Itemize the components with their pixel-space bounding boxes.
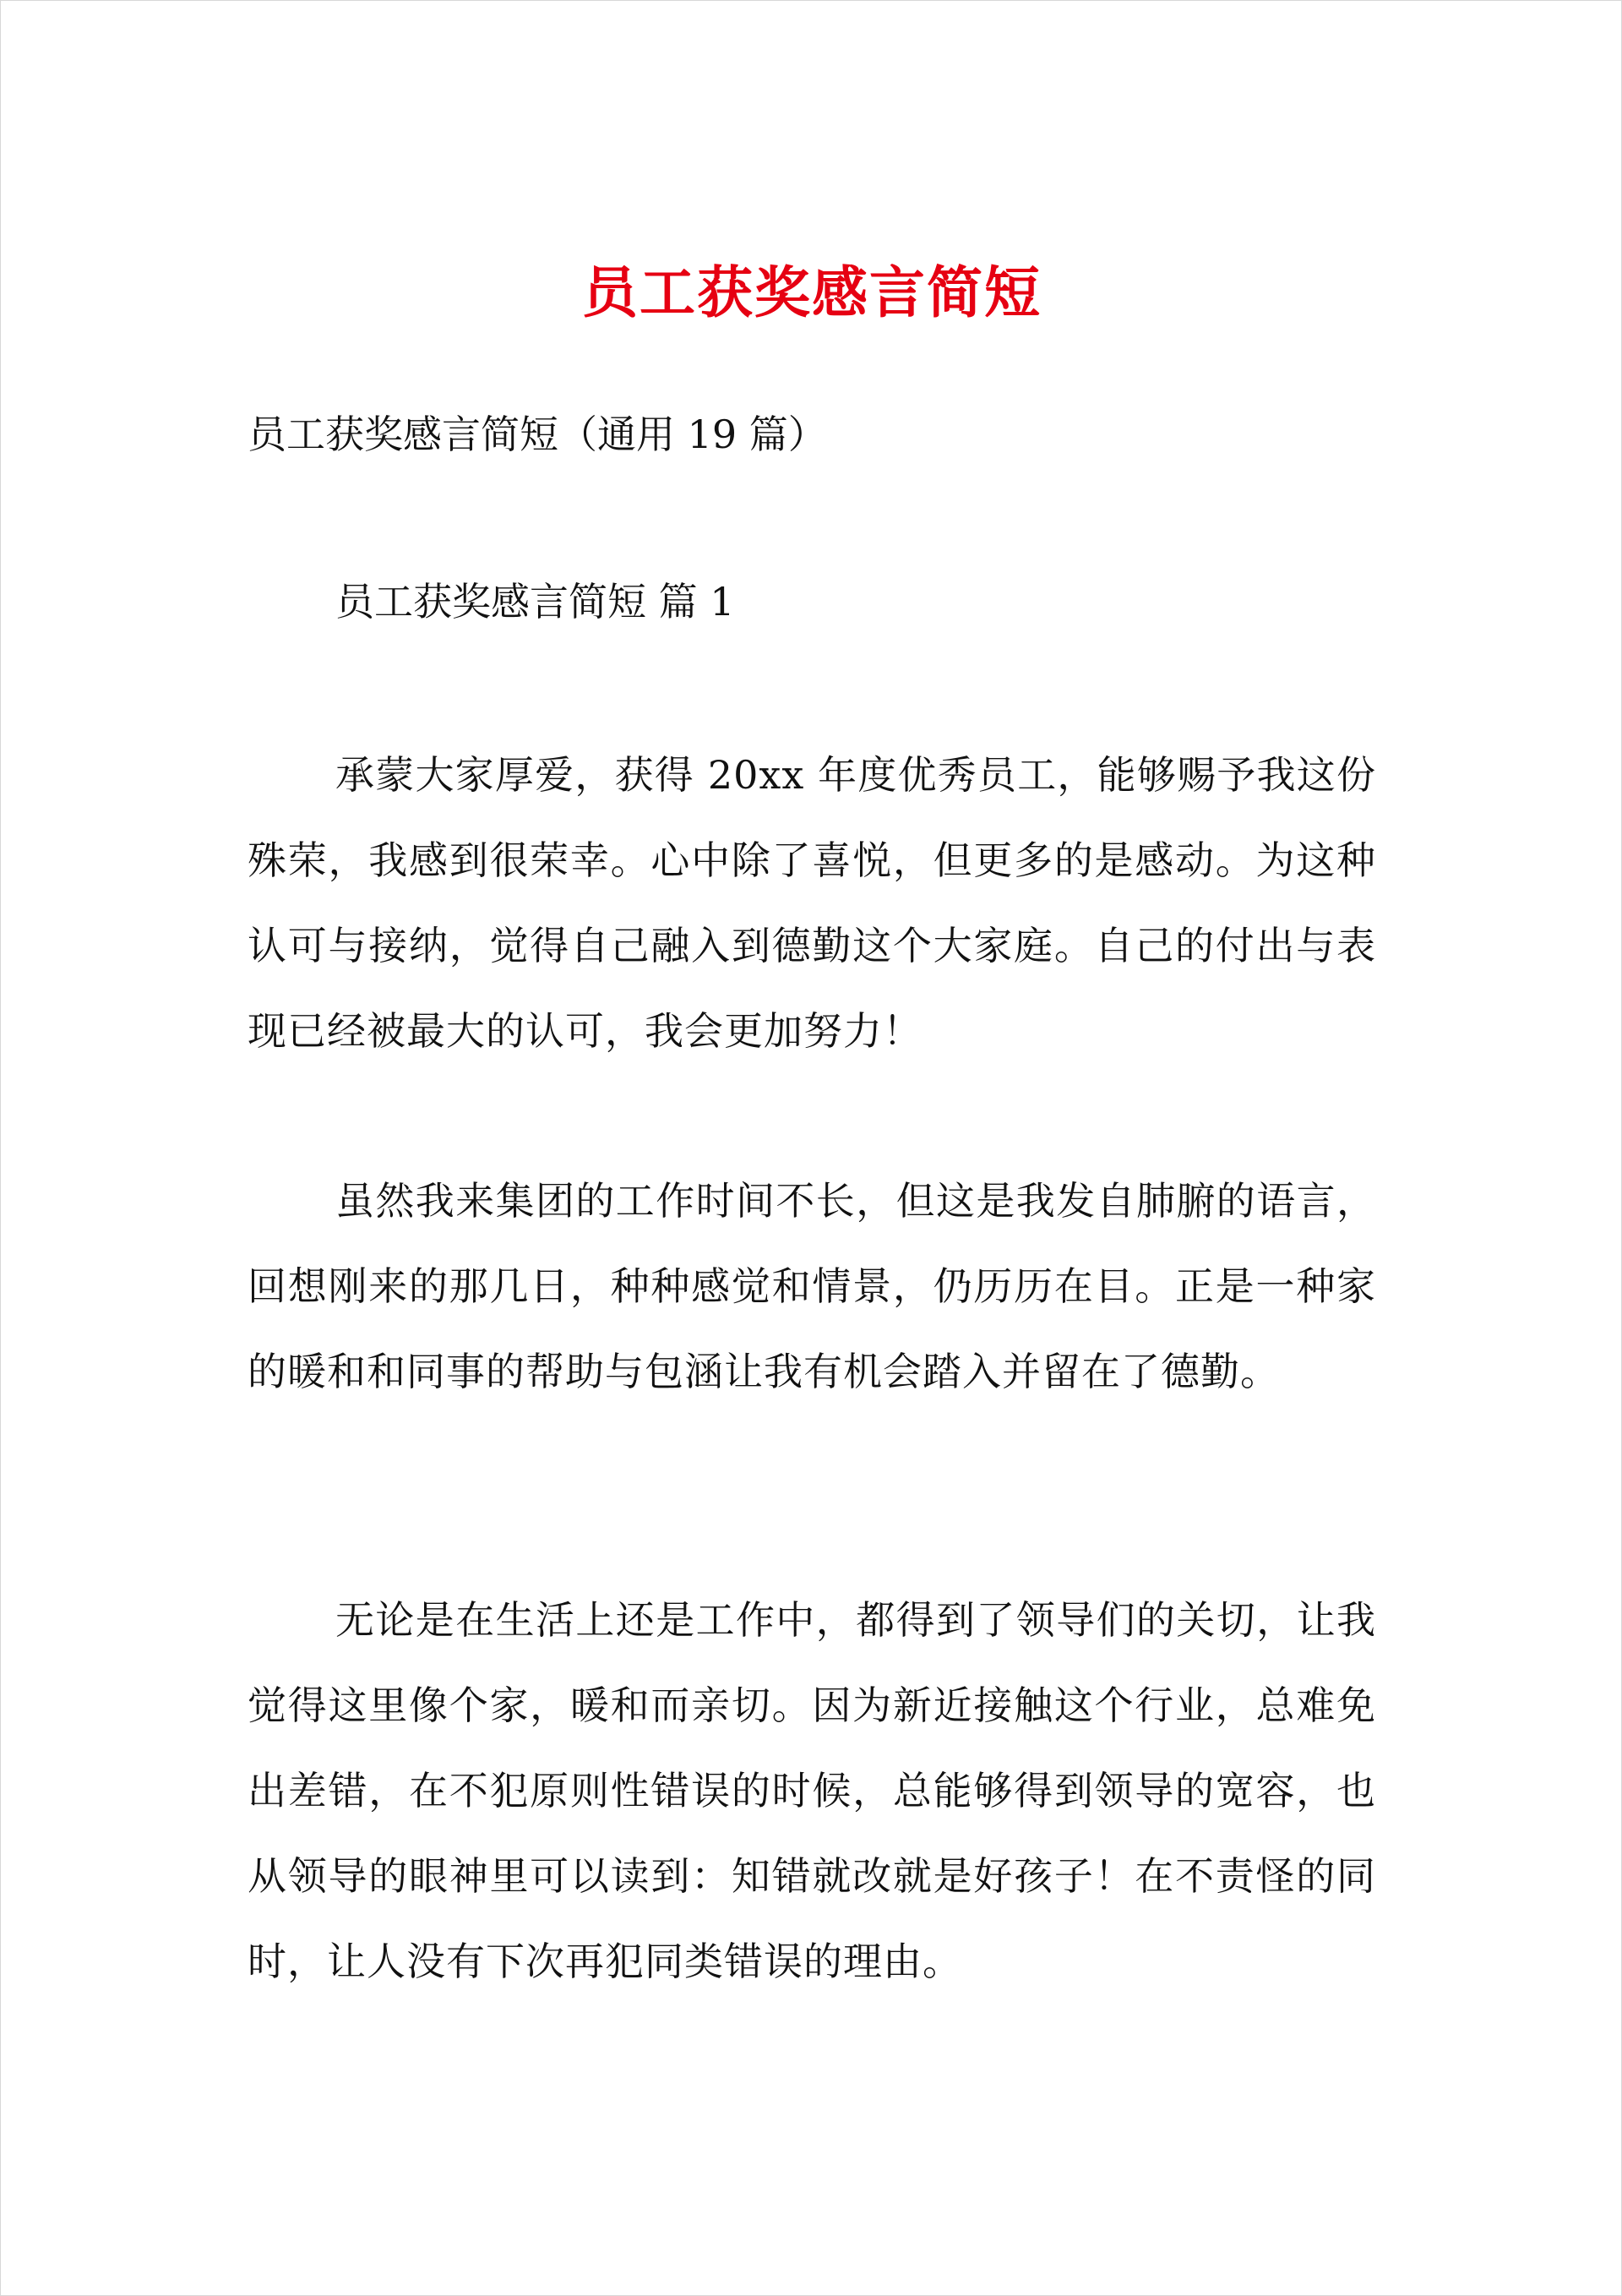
paragraph-1: 承蒙大家厚爱，获得 20xx 年度优秀员工，能够赐予我这份殊荣，我感到很荣幸。心中除了喜悦，但更多的是感动。为这种认可与接纳，觉得自己融入到德勤这个大家庭。自己的付出与表现已经被最大的认可，我会更加努力！: [248, 752, 1376, 1054]
paragraph-3: 无论是在生活上还是工作中，都得到了领导们的关切，让我觉得这里像个家，暖和而亲切。因为新近接触这个行业，总难免出差错，在不犯原则性错误的时候，总能够得到领导的宽容，也从领导的眼神里可以读到：知错就改就是好孩子！在不责怪的同时，让人没有下次再犯同类错误的理由。: [248, 1597, 1376, 1984]
document-title: 员工获奖感言简短: [582, 259, 1042, 325]
document-subtitle: 员工获奖感言简短（通用 19 篇）: [248, 412, 827, 457]
paragraph-2: 虽然我来集团的工作时间不长，但这是我发自肺腑的语言，回想刚来的那几日，种种感觉和情景，仍历历在目。正是一种家的暖和和同事的帮助与包涵让我有机会踏入并留在了德勤。: [248, 1178, 1376, 1394]
section-heading: 员工获奖感言简短 篇 1: [335, 579, 735, 624]
